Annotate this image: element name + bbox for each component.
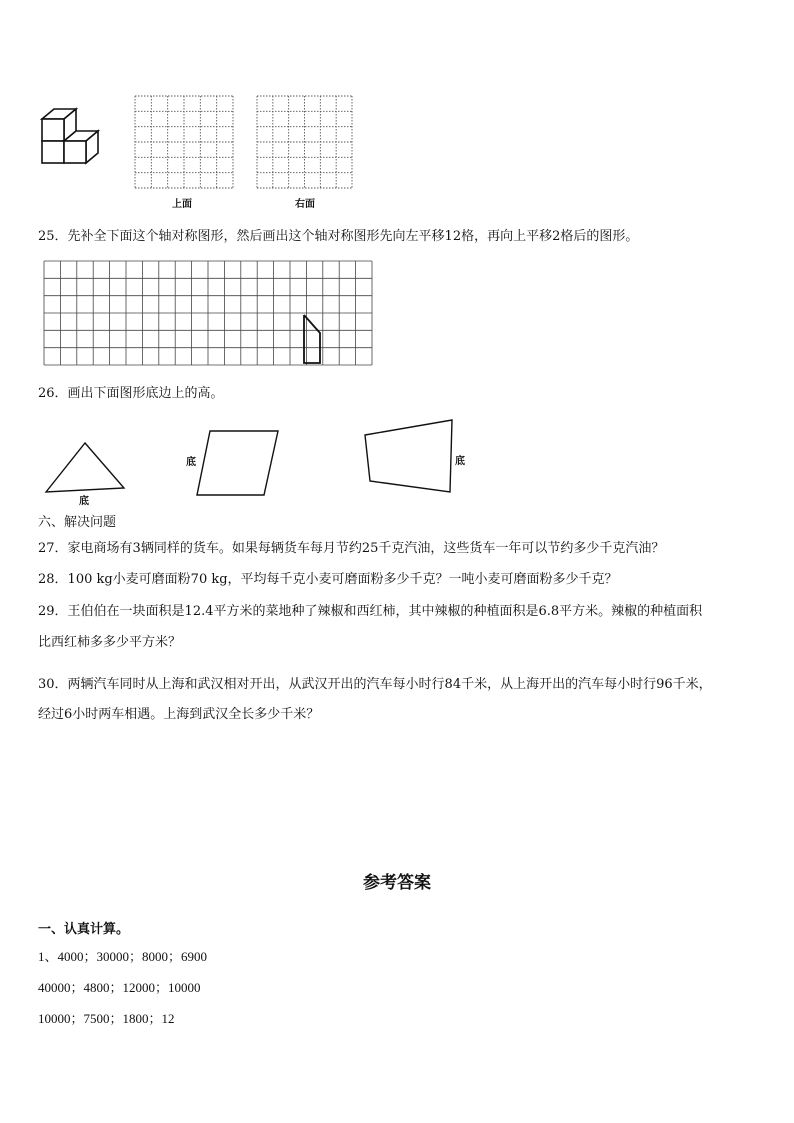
top-view-label: 上面 <box>172 199 192 210</box>
symmetry-grid <box>44 261 374 367</box>
trapezoid-base-label: 底 <box>455 456 465 467</box>
question-26: 26．画出下面图形底边上的高。 <box>38 386 224 401</box>
parallelogram-base-label: 底 <box>186 457 196 468</box>
right-view-label: 右面 <box>295 199 315 210</box>
question-30-line2: 经过6小时两车相遇。上海到武汉全长多少千米？ <box>38 707 320 722</box>
question-25: 25．先补全下面这个轴对称图形，然后画出这个轴对称图形先向左平移12格，再向上平移2格后的图形。 <box>38 229 639 244</box>
question-29-line1: 29．王伯伯在一块面积是12.4平方米的菜地种了辣椒和西红柿，其中辣椒的种植面积是6.8平方米。辣椒的种植面积 <box>38 604 703 619</box>
question-28: 28．100 kg小麦可磨面粉70 kg，平均每千克小麦可磨面粉多少千克？一吨小麦可磨面粉多少千克？ <box>38 572 618 587</box>
section-6-heading: 六、解决问题 <box>38 515 117 530</box>
triangle-figure <box>44 440 126 494</box>
cube-figure <box>40 105 112 167</box>
triangle-base-label: 底 <box>79 496 89 507</box>
answer-line-2: 40000；4800；12000；10000 <box>38 980 201 995</box>
answer-line-1: 1、4000；30000；8000；6900 <box>38 949 208 964</box>
question-30-line1: 30．两辆汽车同时从上海和武汉相对开出，从武汉开出的汽车每小时行84千米，从上海开出的汽车每小时行96千米， <box>38 677 712 692</box>
answer-line-3: 10000；7500；1800；12 <box>38 1011 175 1026</box>
top-view-grid <box>135 96 235 191</box>
trapezoid-figure <box>363 418 455 494</box>
question-29-line2: 比西红柿多多少平方米？ <box>38 635 182 650</box>
answers-section-1: 一、认真计算。 <box>38 922 130 937</box>
parallelogram-figure <box>195 429 281 497</box>
right-view-grid <box>257 96 354 191</box>
question-27: 27．家电商场有3辆同样的货车。如果每辆货车每月节约25千克汽油，这些货车一年可以节约多少千克汽油？ <box>38 541 665 556</box>
answers-title: 参考答案 <box>363 873 431 893</box>
